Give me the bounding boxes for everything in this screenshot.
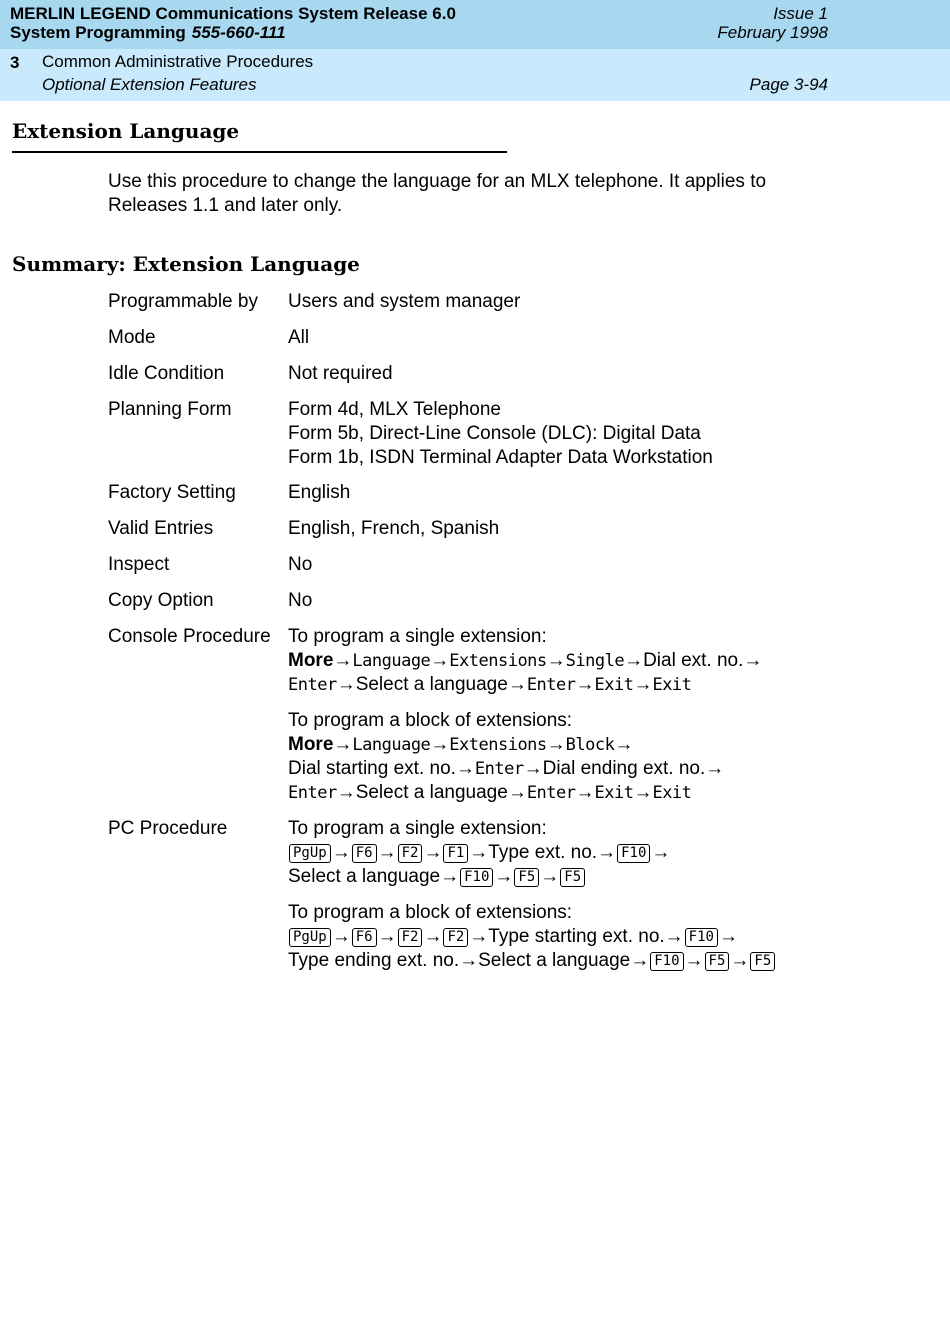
heading-rule xyxy=(12,151,507,153)
cmd-language: Language xyxy=(352,651,431,671)
arrow-icon: → xyxy=(331,842,351,863)
arrow-icon: → xyxy=(333,650,353,671)
f5-key-icon: F5 xyxy=(750,952,775,971)
cmd-exit: Exit xyxy=(652,675,692,695)
arrow-icon: → xyxy=(507,674,527,695)
subtitle-text: System Programming xyxy=(10,23,186,42)
arrow-icon: → xyxy=(333,734,353,755)
console-block-intro: To program a block of extensions: xyxy=(288,710,573,731)
issue-label: Issue 1 xyxy=(773,4,828,23)
row-label-console-procedure: Console Procedure xyxy=(108,626,271,647)
f5-key-icon: F5 xyxy=(560,868,585,887)
arrow-icon: → xyxy=(377,842,397,863)
arrow-icon: → xyxy=(423,926,443,947)
f2-key-icon: F2 xyxy=(398,844,423,863)
cmd-extensions: Extensions xyxy=(449,651,547,671)
row-label-inspect: Inspect xyxy=(108,554,170,575)
pc-single-step-line xyxy=(288,865,670,889)
f10-key-icon: F10 xyxy=(460,868,493,887)
f10-key-icon: F10 xyxy=(685,928,718,947)
arrow-icon: → xyxy=(614,734,634,755)
cmd-block: Block xyxy=(565,735,615,755)
f10-key-icon: F10 xyxy=(650,952,683,971)
row-label-planning-form: Planning Form xyxy=(108,399,232,420)
arrow-icon: → xyxy=(743,650,763,671)
pc-single-intro: To program a single extension: xyxy=(288,818,547,839)
arrow-icon: → xyxy=(664,926,684,947)
arrow-icon: → xyxy=(336,782,356,803)
row-label-factory-setting: Factory Setting xyxy=(108,482,236,503)
cmd-enter: Enter xyxy=(474,759,524,779)
chapter-name: Common Administrative Procedures xyxy=(42,52,314,71)
f1-key-icon: F1 xyxy=(443,844,468,863)
console-block-step-line xyxy=(288,733,724,757)
step-type-start: Type starting ext. no. xyxy=(488,926,665,947)
row-label-valid-entries: Valid Entries xyxy=(108,518,214,539)
row-value-planning-form xyxy=(288,398,713,470)
cmd-more: More xyxy=(288,650,334,671)
row-value-valid-entries: English, French, Spanish xyxy=(288,518,500,539)
pc-block-step-line xyxy=(288,925,776,949)
arrow-icon: → xyxy=(624,650,644,671)
arrow-icon: → xyxy=(430,650,450,671)
row-value-idle-condition: Not required xyxy=(288,363,393,384)
pc-block-intro: To program a block of extensions: xyxy=(288,902,573,923)
row-label-programmable-by: Programmable by xyxy=(108,291,258,312)
console-single-step-line xyxy=(288,673,762,697)
document-subtitle xyxy=(10,23,286,43)
arrow-icon: → xyxy=(597,842,617,863)
arrow-icon: → xyxy=(633,674,653,695)
arrow-icon: → xyxy=(705,758,725,779)
issue-date: February 1998 xyxy=(717,23,828,42)
step-select-language: Select a language xyxy=(355,674,508,695)
console-block-step-line xyxy=(288,757,724,781)
cmd-extensions: Extensions xyxy=(449,735,547,755)
f2-key-icon: F2 xyxy=(398,928,423,947)
summary-heading: Summary: Extension Language xyxy=(12,252,360,276)
arrow-icon: → xyxy=(684,950,704,971)
row-value-inspect: No xyxy=(288,554,313,575)
arrow-icon: → xyxy=(507,782,527,803)
pc-procedure-block xyxy=(288,901,776,973)
planning-form-line: Form 1b, ISDN Terminal Adapter Data Workstation xyxy=(288,447,713,468)
cmd-enter: Enter xyxy=(288,675,337,695)
console-single-intro: To program a single extension: xyxy=(288,626,547,647)
row-value-copy-option: No xyxy=(288,590,313,611)
f5-key-icon: F5 xyxy=(705,952,730,971)
row-label-pc-procedure: PC Procedure xyxy=(108,818,228,839)
step-type-ext: Type ext. no. xyxy=(488,842,598,863)
f10-key-icon: F10 xyxy=(617,844,650,863)
row-value-programmable-by: Users and system manager xyxy=(288,291,521,312)
cmd-enter: Enter xyxy=(526,783,576,803)
arrow-icon: → xyxy=(455,758,475,779)
arrow-icon: → xyxy=(546,734,566,755)
cmd-exit: Exit xyxy=(594,783,634,803)
arrow-icon: → xyxy=(494,866,514,887)
console-procedure-block xyxy=(288,709,724,805)
step-select-language: Select a language xyxy=(355,782,508,803)
cmd-exit: Exit xyxy=(594,675,634,695)
row-label-idle-condition: Idle Condition xyxy=(108,363,225,384)
step-type-end: Type ending ext. no. xyxy=(288,950,460,971)
cmd-exit: Exit xyxy=(652,783,692,803)
arrow-icon: → xyxy=(630,950,650,971)
section-heading: Extension Language xyxy=(12,119,240,143)
arrow-icon: → xyxy=(633,782,653,803)
row-label-copy-option: Copy Option xyxy=(108,590,214,611)
arrow-icon: → xyxy=(575,674,595,695)
step-dial-end: Dial ending ext. no. xyxy=(542,758,706,779)
arrow-icon: → xyxy=(540,866,560,887)
cmd-more: More xyxy=(288,734,334,755)
arrow-icon: → xyxy=(336,674,356,695)
arrow-icon: → xyxy=(331,926,351,947)
cmd-language: Language xyxy=(352,735,431,755)
f2-key-icon: F2 xyxy=(443,928,468,947)
document-title: MERLIN LEGEND Communications System Release 6.0 xyxy=(10,4,456,23)
f6-key-icon: F6 xyxy=(352,844,377,863)
step-select-language: Select a language xyxy=(288,866,441,887)
chapter-number: 3 xyxy=(10,53,20,72)
arrow-icon: → xyxy=(430,734,450,755)
pc-single-step-line xyxy=(288,841,670,865)
console-procedure-single xyxy=(288,625,762,697)
intro-paragraph: Use this procedure to change the language for an MLX telephone. It applies to Releases 1.1 and later only. xyxy=(108,171,767,216)
row-label-mode: Mode xyxy=(108,327,156,348)
page-number: Page 3-94 xyxy=(749,75,828,94)
arrow-icon: → xyxy=(459,950,479,971)
arrow-icon: → xyxy=(546,650,566,671)
cmd-enter: Enter xyxy=(526,675,576,695)
arrow-icon: → xyxy=(440,866,460,887)
arrow-icon: → xyxy=(575,782,595,803)
pgup-key-icon: PgUp xyxy=(289,928,331,947)
step-select-language: Select a language xyxy=(478,950,631,971)
arrow-icon: → xyxy=(377,926,397,947)
planning-form-line: Form 5b, Direct-Line Console (DLC): Digital Data xyxy=(288,423,701,444)
row-value-mode: All xyxy=(288,327,310,348)
console-single-step-line xyxy=(288,649,762,673)
doc-number: 555-660-111 xyxy=(191,23,286,42)
cmd-single: Single xyxy=(565,651,625,671)
arrow-icon: → xyxy=(651,842,671,863)
cmd-enter: Enter xyxy=(288,783,337,803)
f6-key-icon: F6 xyxy=(352,928,377,947)
pc-procedure-single xyxy=(288,817,670,889)
console-block-step-line xyxy=(288,781,724,805)
step-dial-start: Dial starting ext. no. xyxy=(288,758,456,779)
arrow-icon: → xyxy=(469,926,489,947)
f5-key-icon: F5 xyxy=(514,868,539,887)
arrow-icon: → xyxy=(423,842,443,863)
arrow-icon: → xyxy=(730,950,750,971)
pgup-key-icon: PgUp xyxy=(289,844,331,863)
planning-form-line: Form 4d, MLX Telephone xyxy=(288,399,501,420)
row-value-factory-setting: English xyxy=(288,482,351,503)
arrow-icon: → xyxy=(469,842,489,863)
step-dial-ext: Dial ext. no. xyxy=(643,650,744,671)
pc-block-step-line xyxy=(288,949,776,973)
section-name: Optional Extension Features xyxy=(42,75,257,94)
arrow-icon: → xyxy=(718,926,738,947)
arrow-icon: → xyxy=(523,758,543,779)
